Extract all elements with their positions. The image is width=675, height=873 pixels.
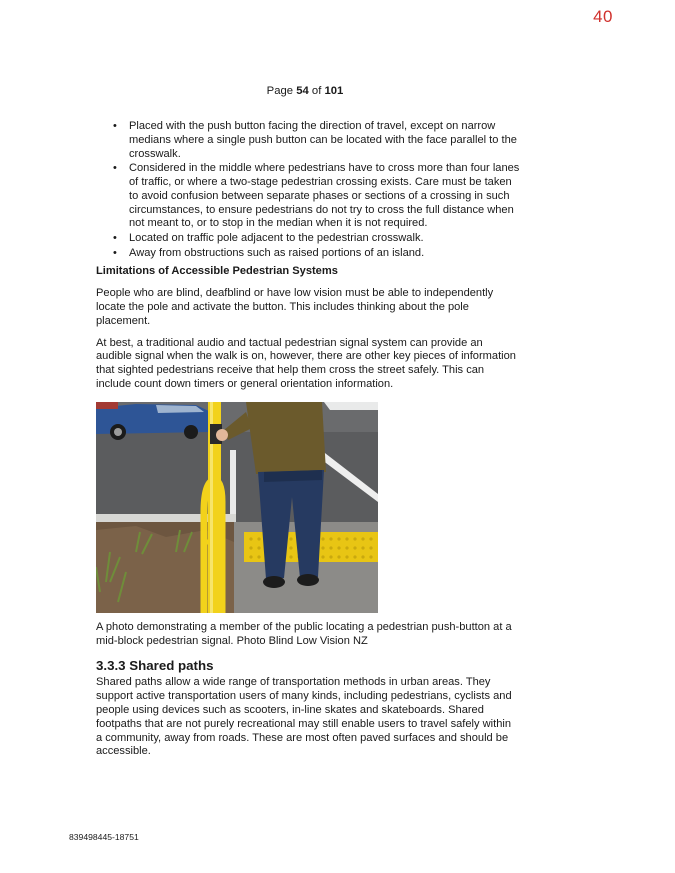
- shared-paths-paragraph: Shared paths allow a wide range of transportation methods in urban areas. They support active transportation users of many kinds, including pedestrians, cyclists and people using devices such as scooters, in-line skates and skateboards. Shared footpaths that are not purely recreational may still enable users to travel safely within a community, away from roads. These are most often paved surfaces and should be accessible.: [96, 676, 512, 758]
- page-counter-of: of: [311, 85, 322, 97]
- bullet-item: • Considered in the middle where pedestrians have to cross more than four lanes of traffic, or where a two-stage pedestrian crossing exists. Care must be taken to avoid confusion between separate phases or sections of a crossing in such circumstances, to ensure pedestrians do not try to cross the full distance when not meant to, or to stop in the median when it is not required.: [129, 162, 520, 231]
- push-button-photo: [96, 402, 378, 613]
- page-number-badge: 40: [593, 7, 613, 26]
- bullet-item: • Away from obstructions such as raised portions of an island.: [129, 247, 520, 261]
- shared-paths-heading: 3.3.3 Shared paths: [96, 658, 214, 674]
- page-counter: [0, 85, 610, 97]
- main-content: [96, 120, 520, 767]
- page-counter-current: 54: [296, 85, 309, 97]
- limitations-paragraph-1: People who are blind, deafblind or have low vision must be able to independently locate the pole and activate the button. This includes thinking about the pole placement.: [96, 287, 494, 327]
- page-counter-total: 101: [324, 85, 344, 97]
- bullet-item: • Located on traffic pole adjacent to the pedestrian crosswalk.: [129, 232, 520, 246]
- photo-caption: A photo demonstrating a member of the public locating a pedestrian push-button at a mid-block pedestrian signal. Photo Blind Low Vision NZ: [96, 620, 512, 647]
- placement-bullet-list: [96, 120, 520, 260]
- limitations-heading: Limitations of Accessible Pedestrian Systems: [96, 265, 338, 278]
- push-button-photo-illustration: [96, 402, 378, 613]
- page-counter-prefix: Page: [266, 85, 294, 97]
- bullet-item: • Placed with the push button facing the direction of travel, except on narrow medians where a single push button can be located with the face parallel to the crosswalk.: [129, 120, 520, 161]
- document-id: 839498445-18751: [69, 832, 139, 842]
- limitations-paragraph-2: At best, a traditional audio and tactual pedestrian signal system can provide an audible signal when the walk is on, however, there are other key pieces of information that sighted pedestrians receive that help them cross the street safely. This can include count down timers or general orientation information.: [96, 336, 516, 390]
